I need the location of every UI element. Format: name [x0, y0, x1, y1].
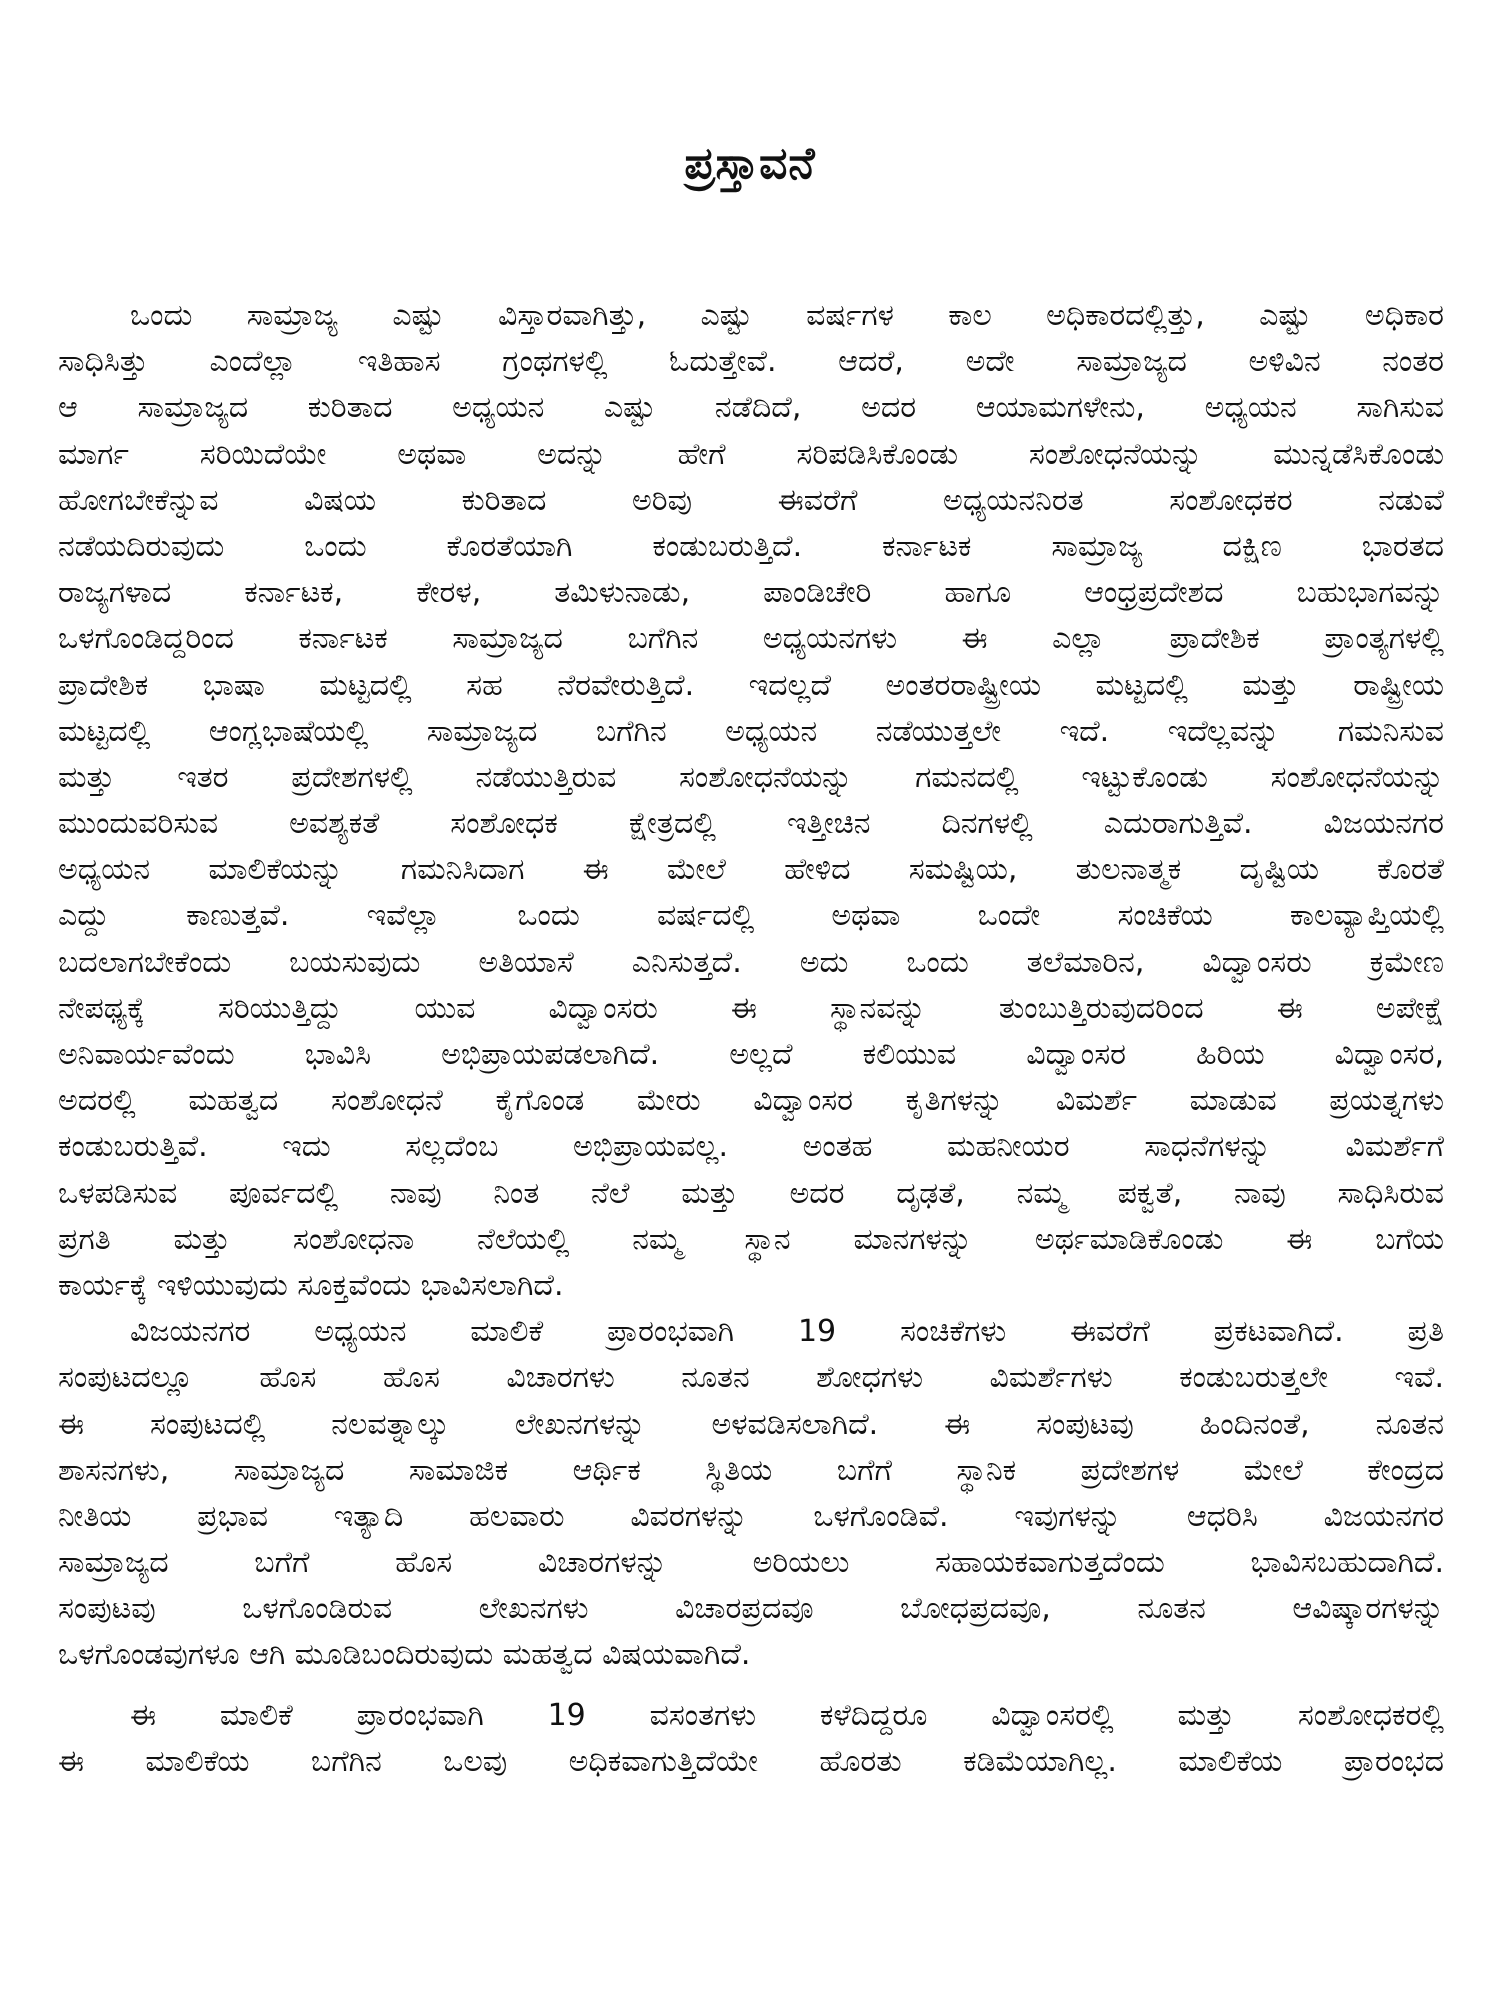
- text-line: ಒಳಪಡಿಸುವ ಪೂರ್ವದಲ್ಲಿ ನಾವು ನಿಂತ ನೆಲೆ ಮತ್ತು ಅದರ ದೃಢತೆ, ನಮ್ಮ ಪಕ್ವತೆ, ನಾವು ಸಾಧಿಸಿರುವ: [58, 1175, 1444, 1211]
- text-line: ನೇಪಥ್ಯಕ್ಕೆ ಸರಿಯುತ್ತಿದ್ದು ಯುವ ವಿದ್ವಾಂಸರು ಈ ಸ್ಥಾನವನ್ನು ತುಂಬುತ್ತಿರುವುದರಿಂದ ಈ ಅಪೇಕ್ಷೆ: [58, 990, 1444, 1026]
- text-line: ರಾಜ್ಯಗಳಾದ ಕರ್ನಾಟಕ, ಕೇರಳ, ತಮಿಳುನಾಡು, ಪಾಂಡಿಚೇರಿ ಹಾಗೂ ಆಂಧ್ರಪ್ರದೇಶದ ಬಹುಭಾಗವನ್ನು: [58, 575, 1444, 611]
- text-line: ಸಾಧಿಸಿತ್ತು ಎಂದೆಲ್ಲಾ ಇತಿಹಾಸ ಗ್ರಂಥಗಳಲ್ಲಿ ಓದುತ್ತೇವೆ. ಆದರೆ, ಅದೇ ಸಾಮ್ರಾಜ್ಯದ ಅಳಿವಿನ ನಂತರ: [58, 344, 1444, 380]
- text-line: ಮತ್ತು ಇತರ ಪ್ರದೇಶಗಳಲ್ಲಿ ನಡೆಯುತ್ತಿರುವ ಸಂಶೋಧನೆಯನ್ನು ಗಮನದಲ್ಲಿ ಇಟ್ಟುಕೊಂಡು ಸಂಶೋಧನೆಯನ್ನು: [58, 759, 1444, 795]
- text-line: ಈ ಸಂಪುಟದಲ್ಲಿ ನಲವತ್ನಾಲ್ಕು ಲೇಖನಗಳನ್ನು ಅಳವಡಿಸಲಾಗಿದೆ. ಈ ಸಂಪುಟವು ಹಿಂದಿನಂತೆ, ನೂತನ: [58, 1406, 1444, 1442]
- text-line: ಸಂಪುಟವು ಒಳಗೊಂಡಿರುವ ಲೇಖನಗಳು ವಿಚಾರಪ್ರದವೂ ಬೋಧಪ್ರದವೂ, ನೂತನ ಆವಿಷ್ಕಾರಗಳನ್ನು: [58, 1591, 1444, 1627]
- text-line: ಒಂದು ಸಾಮ್ರಾಜ್ಯ ಎಷ್ಟು ವಿಸ್ತಾರವಾಗಿತ್ತು, ಎಷ್ಟು ವರ್ಷಗಳ ಕಾಲ ಅಧಿಕಾರದಲ್ಲಿತ್ತು, ಎಷ್ಟು ಅಧಿಕಾರ: [130, 298, 1444, 333]
- text-line: ಕಂಡುಬರುತ್ತಿವೆ. ಇದು ಸಲ್ಲದೆಂಬ ಅಭಿಪ್ರಾಯವಲ್ಲ. ಅಂತಹ ಮಹನೀಯರ ಸಾಧನೆಗಳನ್ನು ವಿಮರ್ಶೆಗೆ: [58, 1129, 1444, 1165]
- text-line: ನಡೆಯದಿರುವುದು ಒಂದು ಕೊರತೆಯಾಗಿ ಕಂಡುಬರುತ್ತಿದೆ. ಕರ್ನಾಟಕ ಸಾಮ್ರಾಜ್ಯ ದಕ್ಷಿಣ ಭಾರತದ: [58, 528, 1444, 564]
- paragraph-1: [58, 293, 1444, 1309]
- text-line: ಒಳಗೊಂಡವುಗಳೂ ಆಗಿ ಮೂಡಿಬಂದಿರುವುದು ಮಹತ್ವದ ವಿಷಯವಾಗಿದೆ.: [58, 1637, 751, 1673]
- text-line: ಅನಿವಾರ್ಯವೆಂದು ಭಾವಿಸಿ ಅಭಿಪ್ರಾಯಪಡಲಾಗಿದೆ. ಅಲ್ಲದೆ ಕಲಿಯುವ ವಿದ್ವಾಂಸರ ಹಿರಿಯ ವಿದ್ವಾಂಸರ,: [58, 1037, 1444, 1072]
- text-line: ಈ ಮಾಲಿಕೆಯ ಬಗೆಗಿನ ಒಲವು ಅಧಿಕವಾಗುತ್ತಿದೆಯೇ ಹೊರತು ಕಡಿಮೆಯಾಗಿಲ್ಲ. ಮಾಲಿಕೆಯ ಪ್ರಾರಂಭದ: [58, 1743, 1444, 1779]
- text-line: ಪ್ರಾದೇಶಿಕ ಭಾಷಾ ಮಟ್ಟದಲ್ಲಿ ಸಹ ನೆರವೇರುತ್ತಿದೆ. ಇದಲ್ಲದೆ ಅಂತರರಾಷ್ಟ್ರೀಯ ಮಟ್ಟದಲ್ಲಿ ಮತ್ತು ರಾಷ್ಟ್ರೀಯ: [58, 667, 1444, 703]
- text-line: ಬದಲಾಗಬೇಕೆಂದು ಬಯಸುವುದು ಅತಿಯಾಸೆ ಎನಿಸುತ್ತದೆ. ಅದು ಒಂದು ತಲೆಮಾರಿನ, ವಿದ್ವಾಂಸರು ಕ್ರಮೇಣ: [58, 944, 1444, 980]
- text-line: ಒಳಗೊಂಡಿದ್ದರಿಂದ ಕರ್ನಾಟಕ ಸಾಮ್ರಾಜ್ಯದ ಬಗೆಗಿನ ಅಧ್ಯಯನಗಳು ಈ ಎಲ್ಲಾ ಪ್ರಾದೇಶಿಕ ಪ್ರಾಂತ್ಯಗಳಲ್ಲಿ: [58, 621, 1444, 657]
- text-line: ಪ್ರಗತಿ ಮತ್ತು ಸಂಶೋಧನಾ ನೆಲೆಯಲ್ಲಿ ನಮ್ಮ ಸ್ಥಾನ ಮಾನಗಳನ್ನು ಅರ್ಥಮಾಡಿಕೊಂಡು ಈ ಬಗೆಯ: [58, 1221, 1444, 1257]
- body-text: [58, 293, 1444, 1785]
- text-line: ಅಧ್ಯಯನ ಮಾಲಿಕೆಯನ್ನು ಗಮನಿಸಿದಾಗ ಈ ಮೇಲೆ ಹೇಳಿದ ಸಮಷ್ಟಿಯ, ತುಲನಾತ್ಮಕ ದೃಷ್ಟಿಯ ಕೊರತೆ: [58, 852, 1444, 888]
- text-line: ವಿಜಯನಗರ ಅಧ್ಯಯನ ಮಾಲಿಕೆ ಪ್ರಾರಂಭವಾಗಿ 19 ಸಂಚಿಕೆಗಳು ಈವರೆಗೆ ಪ್ರಕಟವಾಗಿದೆ. ಪ್ರತಿ: [130, 1314, 1444, 1350]
- paragraph-3: [58, 1693, 1444, 1785]
- text-line: ಸಾಮ್ರಾಜ್ಯದ ಬಗೆಗೆ ಹೊಸ ವಿಚಾರಗಳನ್ನು ಅರಿಯಲು ಸಹಾಯಕವಾಗುತ್ತದೆಂದು ಭಾವಿಸಬಹುದಾಗಿದೆ.: [58, 1545, 1444, 1581]
- text-line: ಅದರಲ್ಲಿ ಮಹತ್ವದ ಸಂಶೋಧನೆ ಕೈಗೊಂಡ ಮೇರು ವಿದ್ವಾಂಸರ ಕೃತಿಗಳನ್ನು ವಿಮರ್ಶೆ ಮಾಡುವ ಪ್ರಯತ್ನಗಳು: [58, 1083, 1444, 1119]
- text-line: ಮಟ್ಟದಲ್ಲಿ ಆಂಗ್ಲಭಾಷೆಯಲ್ಲಿ ಸಾಮ್ರಾಜ್ಯದ ಬಗೆಗಿನ ಅಧ್ಯಯನ ನಡೆಯುತ್ತಲೇ ಇದೆ. ಇದೆಲ್ಲವನ್ನು ಗಮನಿಸುವ: [58, 713, 1444, 749]
- text-line: ಎದ್ದು ಕಾಣುತ್ತವೆ. ಇವೆಲ್ಲಾ ಒಂದು ವರ್ಷದಲ್ಲಿ ಅಥವಾ ಒಂದೇ ಸಂಚಿಕೆಯ ಕಾಲವ್ಯಾಪ್ತಿಯಲ್ಲಿ: [58, 898, 1444, 934]
- text-line: ಶಾಸನಗಳು, ಸಾಮ್ರಾಜ್ಯದ ಸಾಮಾಜಿಕ ಆರ್ಥಿಕ ಸ್ಥಿತಿಯ ಬಗೆಗೆ ಸ್ಥಾನಿಕ ಪ್ರದೇಶಗಳ ಮೇಲೆ ಕೇಂದ್ರದ: [58, 1452, 1444, 1488]
- text-line: ಕಾರ್ಯಕ್ಕೆ ಇಳಿಯುವುದು ಸೂಕ್ತವೆಂದು ಭಾವಿಸಲಾಗಿದೆ.: [58, 1267, 564, 1303]
- text-line: ನೀತಿಯ ಪ್ರಭಾವ ಇತ್ಯಾದಿ ಹಲವಾರು ವಿವರಗಳನ್ನು ಒಳಗೊಂಡಿವೆ. ಇವುಗಳನ್ನು ಆಧರಿಸಿ ವಿಜಯನಗರ: [58, 1498, 1444, 1534]
- paragraph-2: [58, 1309, 1444, 1679]
- page-title: ಪ್ರಸ್ತಾವನೆ: [684, 138, 816, 189]
- text-line: ಮಾರ್ಗ ಸರಿಯಿದೆಯೇ ಅಥವಾ ಅದನ್ನು ಹೇಗೆ ಸರಿಪಡಿಸಿಕೊಂಡು ಸಂಶೋಧನೆಯನ್ನು ಮುನ್ನಡೆಸಿಕೊಂಡು: [58, 436, 1444, 472]
- text-line: ಸಂಪುಟದಲ್ಲೂ ಹೊಸ ಹೊಸ ವಿಚಾರಗಳು ನೂತನ ಶೋಧಗಳು ವಿಮರ್ಶೆಗಳು ಕಂಡುಬರುತ್ತಲೇ ಇವೆ.: [58, 1360, 1444, 1396]
- text-line: ಹೋಗಬೇಕೆನ್ನುವ ವಿಷಯ ಕುರಿತಾದ ಅರಿವು ಈವರೆಗೆ ಅಧ್ಯಯನನಿರತ ಸಂಶೋಧಕರ ನಡುವೆ: [58, 482, 1444, 518]
- text-line: ಈ ಮಾಲಿಕೆ ಪ್ರಾರಂಭವಾಗಿ 19 ವಸಂತಗಳು ಕಳೆದಿದ್ದರೂ ವಿದ್ವಾಂಸರಲ್ಲಿ ಮತ್ತು ಸಂಶೋಧಕರಲ್ಲಿ: [130, 1697, 1444, 1733]
- paragraph-gap: [58, 1679, 1444, 1693]
- text-line: ಆ ಸಾಮ್ರಾಜ್ಯದ ಕುರಿತಾದ ಅಧ್ಯಯನ ಎಷ್ಟು ನಡೆದಿದೆ, ಅದರ ಆಯಾಮಗಳೇನು, ಅಧ್ಯಯನ ಸಾಗಿಸುವ: [58, 390, 1444, 426]
- text-line: ಮುಂದುವರಿಸುವ ಅವಶ್ಯಕತೆ ಸಂಶೋಧಕ ಕ್ಷೇತ್ರದಲ್ಲಿ ಇತ್ತೀಚಿನ ದಿನಗಳಲ್ಲಿ ಎದುರಾಗುತ್ತಿವೆ. ವಿಜಯನಗರ: [58, 806, 1444, 842]
